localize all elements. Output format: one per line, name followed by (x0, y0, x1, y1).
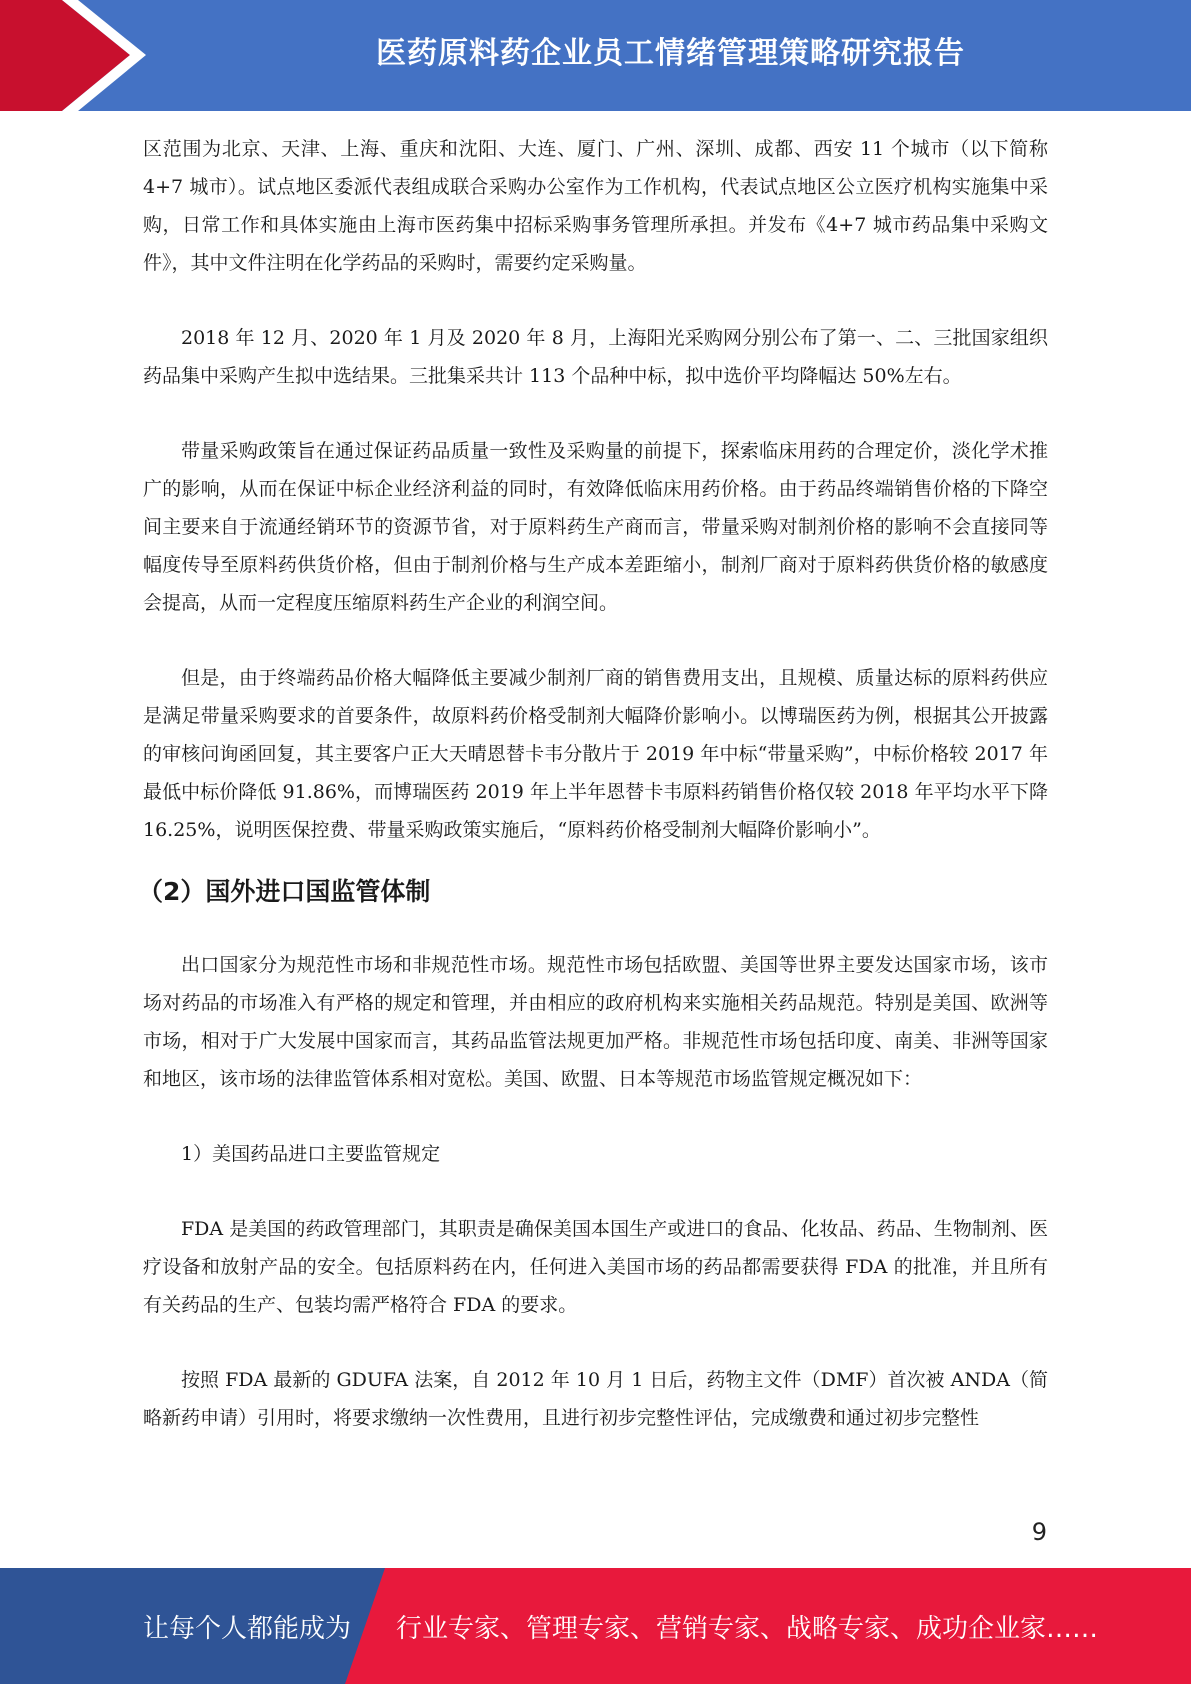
footer-slogan-right: 行业专家、管理专家、营销专家、战略专家、成功企业家…… (396, 1613, 1099, 1644)
paragraph: 2018 年 12 月、2020 年 1 月及 2020 年 8 月，上海阳光采购网分别公布了第一、二、三批国家组织药品集中采购产生拟中选结果。三批集采共计 113 个品种中标，拟中选价平均降幅达 50%左右。 (143, 327, 1048, 387)
paragraph: 但是，由于终端药品价格大幅降低主要减少制剂厂商的销售费用支出，且规模、质量达标的原料药供应是满足带量采购要求的首要条件，故原料药价格受制剂大幅降价影响小。以博瑞医药为例，根据其公开披露的审核问询函回复，其主要客户正大天晴恩替卡韦分散片于 2019 年中标“带量采购”，中标价格较 2017 年最低中标价降低 91.86%，而博瑞医药 2019 年上半年恩替卡韦原料药销售价格仅较 2018 年平均水平下降 16.25%，说明医保控费、带量采购政策实施后，“原料药价格受制剂大幅降价影响小”。 (143, 667, 1048, 841)
page-number: 9 (1031, 1518, 1047, 1546)
paragraph: FDA 是美国的药政管理部门，其职责是确保美国本国生产或进口的食品、化妆品、药品、生物制剂、医疗设备和放射产品的安全。包括原料药在内，任何进入美国市场的药品都需要获得 FDA 的批准，并且所有有关药品的生产、包装均需严格符合 FDA 的要求。 (143, 1218, 1048, 1316)
document-title: 医药原料药企业员工情绪管理策略研究报告 (376, 36, 965, 71)
document-body (138, 130, 1048, 1474)
paragraph: 出口国家分为规范性市场和非规范性市场。规范性市场包括欧盟、美国等世界主要发达国家市场，该市场对药品的市场准入有严格的规定和管理，并由相应的政府机构来实施相关药品规范。特别是美国、欧洲等市场，相对于广大发展中国家而言，其药品监管法规更加严格。非规范性市场包括印度、南美、非洲等国家和地区，该市场的法律监管体系相对宽松。美国、欧盟、日本等规范市场监管规定概况如下： (143, 954, 1048, 1090)
header-arrow-decoration (0, 0, 160, 111)
footer-banner (0, 1568, 1191, 1684)
header-banner (0, 0, 1191, 111)
paragraph: 按照 FDA 最新的 GDUFA 法案，自 2012 年 10 月 1 日后，药物主文件（DMF）首次被 ANDA（简略新药申请）引用时，将要求缴纳一次性费用，且进行初步完整性评估，完成缴费和通过初步完整性 (143, 1369, 1048, 1429)
paragraph: 带量采购政策旨在通过保证药品质量一致性及采购量的前提下，探索临床用药的合理定价，淡化学术推广的影响，从而在保证中标企业经济利益的同时，有效降低临床用药价格。由于药品终端销售价格的下降空间主要来自于流通经销环节的资源节省，对于原料药生产商而言，带量采购对制剂价格的影响不会直接同等幅度传导至原料药供货价格，但由于制剂价格与生产成本差距缩小，制剂厂商对于原料药供货价格的敏感度会提高，从而一定程度压缩原料药生产企业的利润空间。 (143, 440, 1048, 614)
footer-slogan-left: 让每个人都能成为 (143, 1613, 352, 1644)
section-heading: （2）国外进口国监管体制 (138, 877, 431, 906)
subheading: 1）美国药品进口主要监管规定 (181, 1143, 441, 1165)
paragraph-continued: 区范围为北京、天津、上海、重庆和沈阳、大连、厦门、广州、深圳、成都、西安 11 个城市（以下简称 4+7 城市）。试点地区委派代表组成联合采购办公室作为工作机构，代表试点地区公立医疗机构实施集中采购，日常工作和具体实施由上海市医药集中招标采购事务管理所承担。并发布《4+7 城市药品集中采购文件》，其中文件注明在化学药品的采购时，需要约定采购量。 (143, 138, 1048, 274)
